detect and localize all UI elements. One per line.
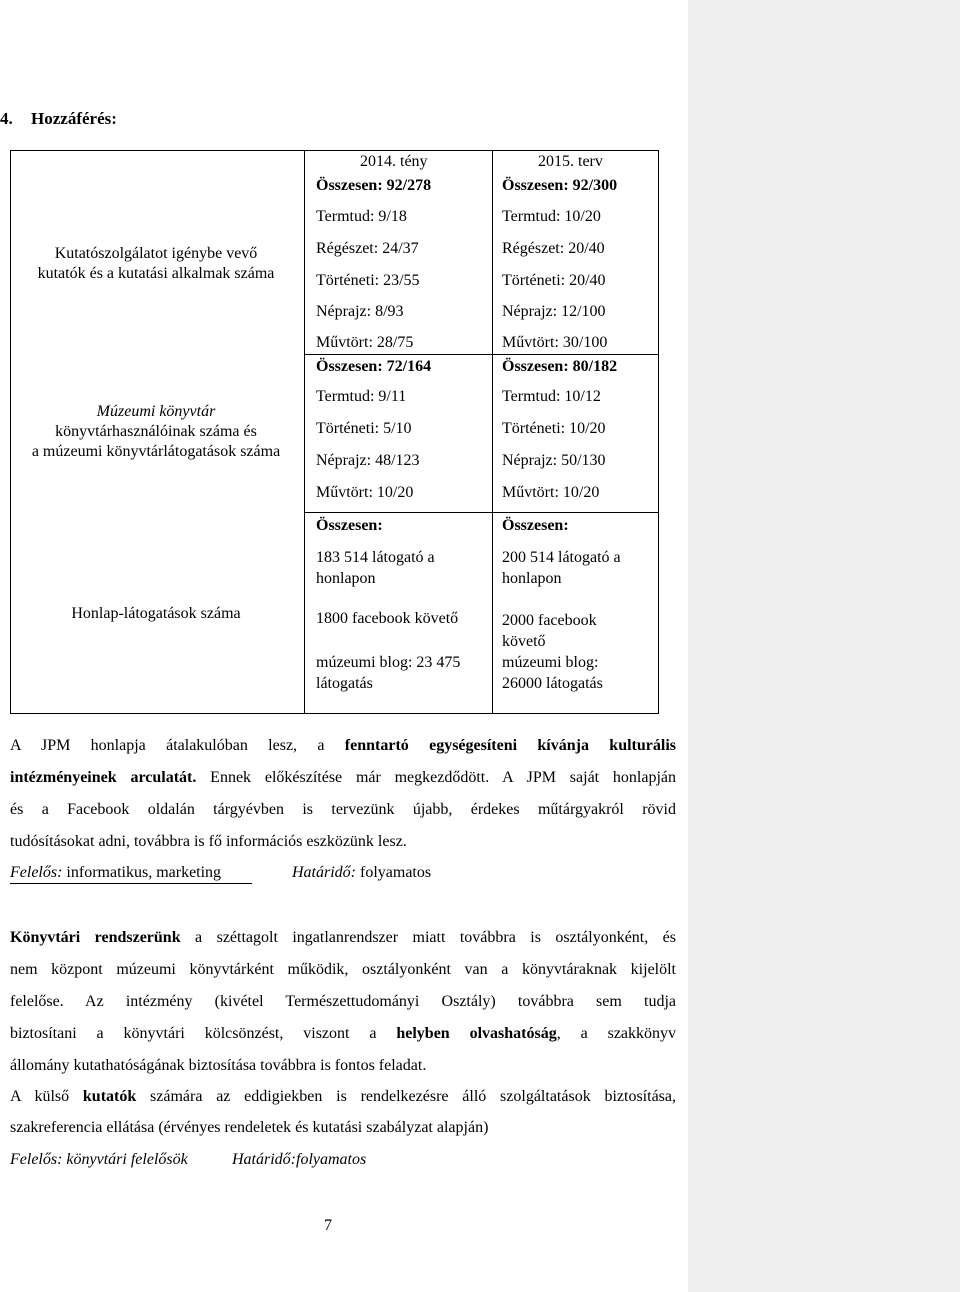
section-number: 4.	[0, 109, 13, 128]
item-2014: Néprajz: 8/93	[316, 303, 404, 320]
facebook-2014: 1800 facebook követő	[316, 610, 459, 627]
row-label-website: Honlap-látogatások száma	[71, 605, 241, 622]
visitors-2014: 183 514 látogató a honlapon	[316, 549, 435, 587]
blog-2014: múzeumi blog: 23 475 látogatás	[316, 654, 461, 692]
library-responsible: Felelős: könyvtári felelősök	[10, 1151, 188, 1168]
library-deadline: Határidő:folyamatos	[232, 1151, 367, 1168]
col-header-2015: 2015. terv	[538, 153, 603, 170]
item-2014: Művtört: 10/20	[316, 484, 414, 501]
paragraph-library: Könyvtári rendszerünk a széttagolt ingatlanrendszer miatt továbbra is osztályonként, és nem központ múzeumi könyvtárként működik, osztályonként van a könyvtáraknak kijelölt felelőse. Az intézmény (kivétel Természettudományi Osztály) továbbra sem tudja biztosítani a könyvtári kölcsönzést, viszont a helyben olvashatóság, a szakkönyv állomány kutathatóságának biztosítása továbbra is fontos feladat. A külső kutatók számára az eddigiekben is rendelkezésre álló szolgáltatások biztosítása, szakreferencia ellátása (érvényes rendeletek és kutatási szabályzat alapján)	[10, 929, 676, 1136]
item-2015: Néprajz: 50/130	[502, 452, 606, 469]
blog-2015: múzeumi blog: 26000 látogatás	[502, 654, 603, 692]
item-2014: Történeti: 5/10	[316, 420, 412, 437]
signature-underline	[10, 883, 252, 884]
responsible-label: Felelős:	[10, 864, 63, 881]
col-header-2014: 2014. tény	[360, 153, 428, 170]
total-2014: Összesen:	[316, 517, 383, 534]
total-2014: Összesen: 72/164	[316, 358, 432, 375]
facebook-2015: 2000 facebook követő	[502, 612, 597, 650]
item-2014: Néprajz: 48/123	[316, 452, 420, 469]
item-2015: Termtud: 10/20	[502, 208, 601, 225]
responsible-value: informatikus, marketing	[62, 864, 222, 881]
item-2014: Művtört: 28/75	[316, 334, 414, 351]
deadline-label: Határidő:	[292, 864, 356, 881]
item-2014: Termtud: 9/18	[316, 208, 407, 225]
section-title: Hozzáférés:	[31, 109, 117, 128]
item-2014: Termtud: 9/11	[316, 388, 407, 405]
item-2014: Történeti: 23/55	[316, 272, 420, 289]
item-2015: Művtört: 30/100	[502, 334, 608, 351]
item-2015: Művtört: 10/20	[502, 484, 600, 501]
item-2015: Termtud: 10/12	[502, 388, 601, 405]
visitors-2015: 200 514 látogató a honlapon	[502, 549, 621, 587]
total-2015: Összesen: 80/182	[502, 358, 618, 375]
item-2015: Néprajz: 12/100	[502, 303, 606, 320]
page-number: 7	[324, 1217, 332, 1234]
item-2015: Régészet: 20/40	[502, 240, 605, 257]
total-2015: Összesen: 92/300	[502, 177, 618, 194]
item-2014: Régészet: 24/37	[316, 240, 419, 257]
item-2015: Történeti: 10/20	[502, 420, 606, 437]
responsibility-line	[10, 864, 221, 882]
total-2014: Összesen: 92/278	[316, 177, 432, 194]
deadline-line	[292, 864, 431, 882]
row-label-researchers: Kutatószolgálatot igénybe vevő kutatók és a kutatási alkalmak száma	[37, 245, 275, 282]
row-label-library: Múzeumi könyvtár könyvtárhasználóinak száma és a múzeumi könyvtárlátogatások száma	[31, 403, 281, 460]
section-heading	[0, 110, 117, 128]
margin-panel	[688, 0, 960, 1292]
item-2015: Történeti: 20/40	[502, 272, 606, 289]
deadline-value: folyamatos	[356, 864, 432, 881]
total-2015: Összesen:	[502, 517, 569, 534]
paragraph-website: A JPM honlapja átalakulóban lesz, a fenntartó egységesíteni kívánja kulturális intézményeinek arculatát. Ennek előkészítése már megkezdődött. A JPM saját honlapján és a Facebook oldalán tárgyévben is tervezünk újabb, érdekes műtárgyakról rövid tudósításokat adni, továbbra is fő információs eszközünk lesz.	[10, 737, 676, 850]
